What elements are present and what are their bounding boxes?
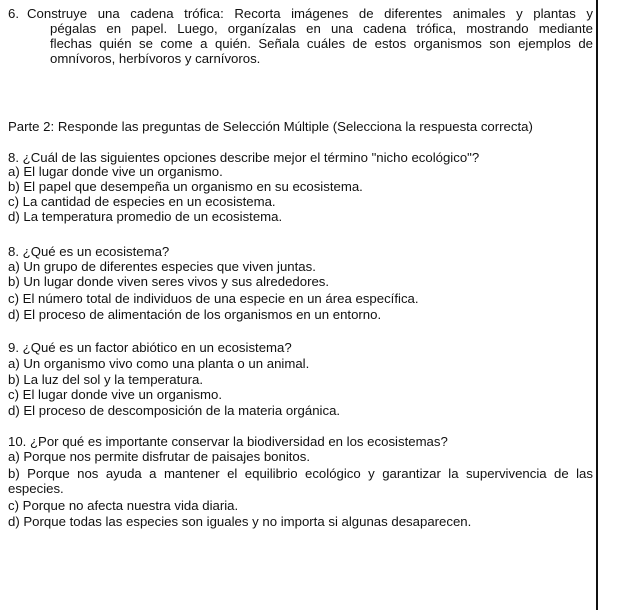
answer-option: a) Un grupo de diferentes especies que viven juntas. bbox=[8, 259, 316, 274]
answer-option: c) El lugar donde vive un organismo. bbox=[8, 387, 223, 402]
q6-line-4: omnívoros, herbívoros y carnívoros. bbox=[50, 51, 261, 66]
q6-line-2: pégalas en papel. Luego, organízalas en una cadena trófica, mostrando mediante bbox=[50, 21, 593, 36]
part2-title: Parte 2: Responde las preguntas de Selección Múltiple (Selecciona la respuesta correcta) bbox=[8, 119, 533, 134]
question-prompt: 9. ¿Qué es un factor abiótico en un ecosistema? bbox=[8, 340, 292, 355]
answer-option: d) El proceso de alimentación de los organismos en un entorno. bbox=[8, 307, 382, 322]
answer-option: b) El papel que desempeña un organismo en su ecosistema. bbox=[8, 179, 363, 194]
q6-line-3: flechas quién se come a quién. Señala cuáles de estos organismos son ejemplos de bbox=[50, 36, 593, 51]
question-prompt: 10. ¿Por qué es importante conservar la biodiversidad en los ecosistemas? bbox=[8, 434, 448, 449]
question-prompt: 8. ¿Qué es un ecosistema? bbox=[8, 244, 170, 259]
answer-option: b) Un lugar donde viven seres vivos y sus alrededores. bbox=[8, 274, 330, 289]
answer-option: a) Porque nos permite disfrutar de paisajes bonitos. bbox=[8, 449, 311, 464]
answer-option: d) Porque todas las especies son iguales y no importa si algunas desaparecen. bbox=[8, 514, 472, 529]
answer-option: b) Porque nos ayuda a mantener el equilibrio ecológico y garantizar la supervivencia de las bbox=[8, 466, 593, 481]
answer-option: a) El lugar donde vive un organismo. bbox=[8, 164, 223, 179]
answer-option: b) La luz del sol y la temperatura. bbox=[8, 372, 203, 387]
answer-option: a) Un organismo vivo como una planta o un animal. bbox=[8, 356, 310, 371]
answer-option: c) La cantidad de especies en un ecosistema. bbox=[8, 194, 276, 209]
answer-option: c) Porque no afecta nuestra vida diaria. bbox=[8, 498, 239, 513]
answer-option: d) La temperatura promedio de un ecosistema. bbox=[8, 209, 283, 224]
q6-line-1: Construye una cadena trófica: Recorta imágenes de diferentes animales y plantas y bbox=[27, 6, 593, 21]
question-prompt: 8. ¿Cuál de las siguientes opciones describe mejor el término "nicho ecológico"? bbox=[8, 150, 480, 165]
answer-option: d) El proceso de descomposición de la materia orgánica. bbox=[8, 403, 341, 418]
q6-number: 6. bbox=[8, 6, 19, 21]
answer-option-continued: especies. bbox=[8, 481, 64, 496]
answer-option: c) El número total de individuos de una especie en un área específica. bbox=[8, 291, 419, 306]
